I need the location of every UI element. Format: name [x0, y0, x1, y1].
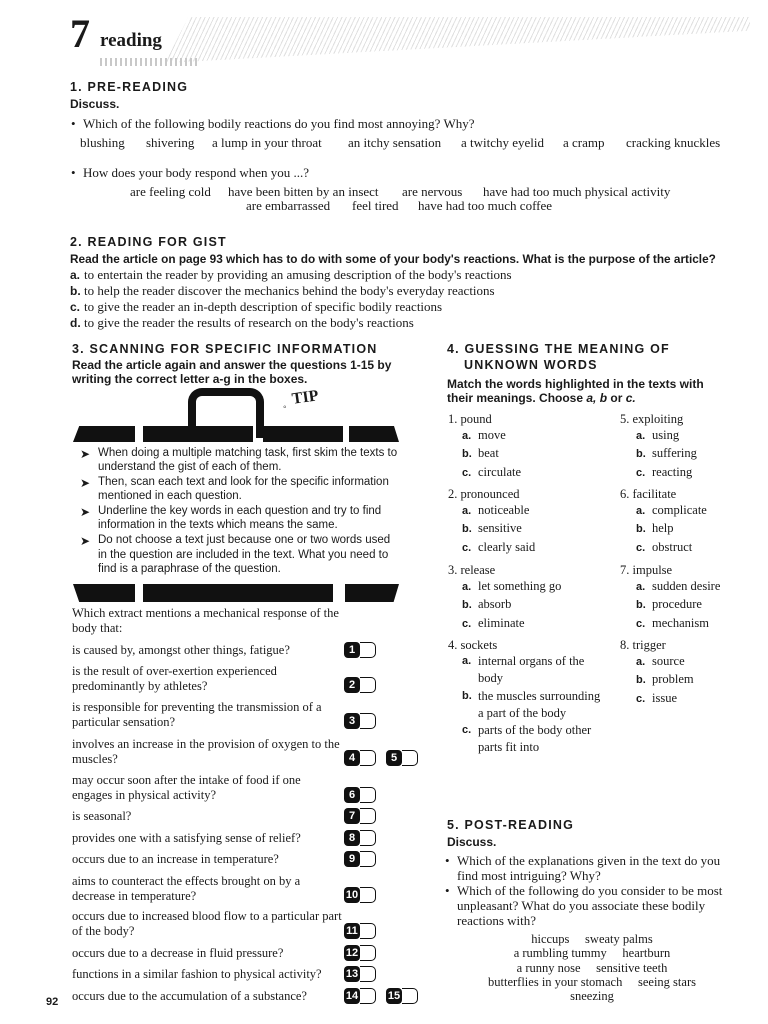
question-number: 13 — [345, 968, 359, 980]
vocab-option: b. sensitive — [462, 521, 522, 536]
tip-bulb-icon: ◦ — [283, 402, 287, 413]
vocab-option: c. reacting — [636, 464, 693, 479]
vocab-option: b. problem — [636, 672, 694, 687]
answer-box[interactable] — [360, 966, 376, 982]
vocab-word: 6. facilitate — [620, 487, 677, 501]
vocab-option: a. let something go — [462, 579, 562, 593]
question-10: aims to counteract the effects brought on by a decrease in temperature? — [72, 874, 301, 903]
vocab-option: b. absorb — [462, 597, 512, 612]
question-7: is seasonal? — [72, 809, 132, 823]
vocab-item-3 — [448, 562, 618, 633]
question-4-5: involves an increase in the provision of oxygen to the muscles? — [72, 737, 340, 766]
section-5-discuss: Discuss. — [447, 835, 497, 849]
vocab-option: c. circulate — [462, 464, 522, 479]
tip-item: ➤ Do not choose a text just because one or two words used in the question are included in the text. What you need to find is a paraphrase of the question. — [80, 534, 391, 575]
question-2: is the result of over-exertion experienced predominantly by athletes? — [72, 664, 277, 693]
word-item: are feeling cold — [130, 184, 211, 199]
answer-boxes-14 — [344, 988, 376, 1006]
section-1-title: 1. PRE-READING — [70, 80, 189, 94]
section-3-title: 3. SCANNING FOR SPECIFIC INFORMATION — [72, 342, 378, 356]
word-item: an itchy sensation — [348, 135, 442, 150]
vocab-option: a. complicate — [636, 503, 707, 517]
arrow-icon: ➤ — [80, 447, 91, 461]
vocab-word: 4. sockets — [448, 638, 498, 652]
question-number: 1 — [344, 642, 360, 658]
section-5-question-2: • Which of the following do you consider to be most unpleasant? What do you associate these bodily reactions with? — [457, 883, 727, 928]
vocab-word: 1. pound — [448, 412, 492, 426]
question-12: occurs due to a decrease in fluid pressure? — [72, 946, 284, 960]
vocab-option: c. mechanism — [636, 615, 709, 630]
answer-box[interactable] — [360, 713, 376, 729]
answer-boxes-11 — [344, 923, 376, 941]
vocab-option: c. obstruct — [636, 539, 693, 554]
word-item: blushing — [80, 135, 125, 150]
word-item: a twitchy eyelid — [461, 135, 545, 150]
answer-box[interactable] — [402, 750, 418, 766]
question-3: is responsible for preventing the transmission of a particular sensation? — [72, 700, 322, 729]
vocab-item-4 — [448, 637, 608, 757]
tip-list — [80, 446, 400, 577]
answer-box[interactable] — [360, 923, 376, 939]
gist-options — [70, 267, 730, 331]
gist-option-a: a. to entertain the reader by providing an amusing description of the body's reactions — [70, 267, 512, 282]
vocab-item-2 — [448, 486, 618, 557]
vocab-option: b. suffering — [636, 446, 697, 461]
tip-label: TIP — [290, 387, 320, 408]
section-1-discuss: Discuss. — [70, 97, 120, 111]
section-2-title: 2. READING FOR GIST — [70, 235, 227, 249]
answer-boxes-15 — [386, 988, 418, 1006]
answer-boxes-7 — [344, 808, 376, 826]
vocab-option: b. procedure — [636, 597, 702, 612]
question-number: 15 — [387, 990, 401, 1002]
arrow-icon: ➤ — [80, 476, 91, 491]
section-5-title: 5. POST-READING — [447, 818, 575, 832]
question-number: 9 — [344, 851, 360, 867]
answer-boxes-1 — [344, 642, 376, 660]
scanning-intro: Which extract mentions a mechanical response of the body that: — [72, 606, 339, 635]
reactions-list — [447, 932, 737, 1003]
vocab-item-6 — [620, 486, 750, 557]
vocab-option: c. clearly said — [462, 539, 536, 554]
vocab-item-1 — [448, 411, 618, 482]
vocab-option: a. sudden desire — [636, 579, 721, 593]
tip-item: ➤ When doing a multiple matching task, first skim the texts to understand the gist of each of them. — [80, 447, 398, 474]
answer-box[interactable] — [360, 830, 376, 846]
vocab-option: a. move — [462, 428, 506, 442]
word-item: feel tired — [352, 198, 399, 213]
vocab-item-5 — [620, 411, 750, 482]
question-number: 6 — [344, 787, 360, 803]
arrow-icon: ➤ — [80, 534, 91, 549]
question-number: 14 — [345, 990, 359, 1002]
question-14-15: occurs due to the accumulation of a substance? — [72, 989, 307, 1003]
question-number: 11 — [344, 923, 360, 939]
answer-boxes-10 — [344, 887, 376, 905]
vocab-option: c. issue — [636, 690, 677, 705]
question-11: occurs due to increased blood flow to a particular part of the body? — [72, 909, 342, 938]
section-1-question-2: • How does your body respond when you ...? — [83, 165, 309, 180]
section-1-question-1: • Which of the following bodily reactions do you find most annoying? Why? — [83, 116, 475, 131]
answer-box[interactable] — [360, 642, 376, 658]
section-4-title-line-1: 4. GUESSING THE MEANING OF — [447, 342, 670, 356]
word-item: a cramp — [563, 135, 605, 150]
answer-box[interactable] — [360, 988, 376, 1004]
question-number: 10 — [345, 889, 359, 901]
answer-boxes-8 — [344, 830, 376, 848]
answer-box[interactable] — [360, 945, 376, 961]
vocab-option: b. help — [636, 521, 674, 536]
section-2-instruction: Read the article on page 93 which has to do with some of your body's reactions. What is the purpose of the article? — [70, 252, 716, 266]
header-dots — [100, 58, 200, 66]
question-6: may occur soon after the intake of food if one engages in physical activity? — [72, 773, 301, 802]
answer-box[interactable] — [360, 677, 376, 693]
page-number: 92 — [46, 996, 59, 1008]
question-number: 7 — [344, 808, 360, 824]
word-item: have been bitten by an insect — [228, 184, 379, 199]
vocab-word: 2. pronounced — [448, 487, 520, 501]
reactions-row: hiccups sweaty palms — [531, 932, 653, 946]
question-number: 4 — [344, 750, 360, 766]
unit-title: reading — [100, 30, 162, 51]
tip-box-bottom — [73, 584, 399, 602]
section-5-question-1: • Which of the explanations given in the text do you find most intriguing? Why? — [457, 853, 727, 883]
vocab-option: c. eliminate — [462, 615, 525, 630]
gist-option-c: c. to give the reader an in-depth description of specific bodily reactions — [70, 299, 443, 314]
vocab-option: a. using — [636, 428, 680, 442]
vocab-item-7 — [620, 562, 760, 633]
tip-logo — [188, 388, 264, 438]
vocab-option: b. beat — [462, 446, 499, 461]
answer-box[interactable] — [360, 887, 376, 903]
gist-option-d: d. to give the reader the results of research on the body's reactions — [70, 315, 414, 330]
reactions-row: a rumbling tummy heartburn — [513, 946, 671, 961]
vocab-word: 7. impulse — [620, 563, 673, 577]
vocab-option: c. parts of the body other parts fit into — [462, 723, 592, 755]
reactions-word-list — [0, 135, 768, 151]
question-number: 2 — [344, 677, 360, 693]
question-9: occurs due to an increase in temperature? — [72, 852, 279, 866]
answer-boxes-13 — [344, 966, 376, 984]
answer-box[interactable] — [360, 808, 376, 824]
arrow-icon: ➤ — [80, 505, 91, 520]
answer-boxes-4 — [344, 750, 376, 768]
answer-boxes-12 — [344, 945, 376, 963]
gist-option-b: b. to help the reader discover the mechanics behind the body's everyday reactions — [70, 283, 495, 298]
word-item: have had too much coffee — [418, 198, 553, 213]
question-number: 12 — [345, 947, 359, 959]
vocab-option: a. noticeable — [462, 503, 530, 517]
word-item: have had too much physical activity — [483, 184, 671, 199]
question-13: functions in a similar fashion to physical activity? — [72, 967, 322, 981]
vocab-option: b. the muscles surrounding a part of the body — [462, 688, 601, 720]
reactions-row: sneezing — [570, 989, 614, 1004]
section-4-title-line-2: UNKNOWN WORDS — [464, 358, 598, 372]
situations-word-list-2 — [0, 198, 768, 214]
answer-boxes-9 — [344, 851, 376, 869]
answer-box[interactable] — [360, 851, 376, 867]
word-item: shivering — [146, 135, 195, 150]
answer-box[interactable] — [402, 988, 418, 1004]
question-number: 8 — [344, 830, 360, 846]
answer-box[interactable] — [360, 750, 376, 766]
tip-item: ➤ Underline the key words in each question and try to find information in the texts which means the same. — [80, 505, 382, 532]
reactions-row: a runny nose sensitive teeth — [516, 960, 668, 975]
answer-boxes-5 — [386, 750, 418, 768]
vocab-word: 5. exploiting — [620, 412, 684, 426]
question-number: 5 — [386, 750, 402, 766]
section-3-instruction: Read the article again and answer the questions 1-15 by writing the correct letter a-g in the boxes. — [72, 358, 392, 386]
unit-number: 7 — [70, 11, 90, 56]
vocab-option: a. internal organs of the body — [462, 654, 585, 686]
question-8: provides one with a satisfying sense of relief? — [72, 831, 301, 845]
answer-box[interactable] — [360, 787, 376, 803]
answer-boxes-2 — [344, 677, 376, 695]
word-item: are nervous — [402, 184, 463, 199]
section-4-instruction: Match the words highlighted in the texts with their meanings. Choose a, b or c. — [447, 377, 704, 405]
word-item: are embarrassed — [246, 198, 331, 213]
answer-boxes-6 — [344, 787, 376, 805]
word-item: cracking knuckles — [626, 135, 721, 150]
vocab-item-8 — [620, 637, 750, 708]
reactions-row: butterflies in your stomach seeing stars — [488, 974, 696, 989]
answer-boxes-3 — [344, 713, 376, 731]
vocab-option: a. source — [636, 654, 685, 668]
vocab-word: 8. trigger — [620, 638, 666, 652]
tip-item: ➤ Then, scan each text and look for the specific information mentioned in each question. — [80, 476, 389, 503]
header-decoration — [165, 17, 750, 63]
word-item: a lump in your throat — [212, 135, 322, 150]
question-1: is caused by, amongst other things, fatigue? — [72, 643, 290, 657]
vocab-word: 3. release — [448, 563, 496, 577]
question-number: 3 — [344, 713, 360, 729]
